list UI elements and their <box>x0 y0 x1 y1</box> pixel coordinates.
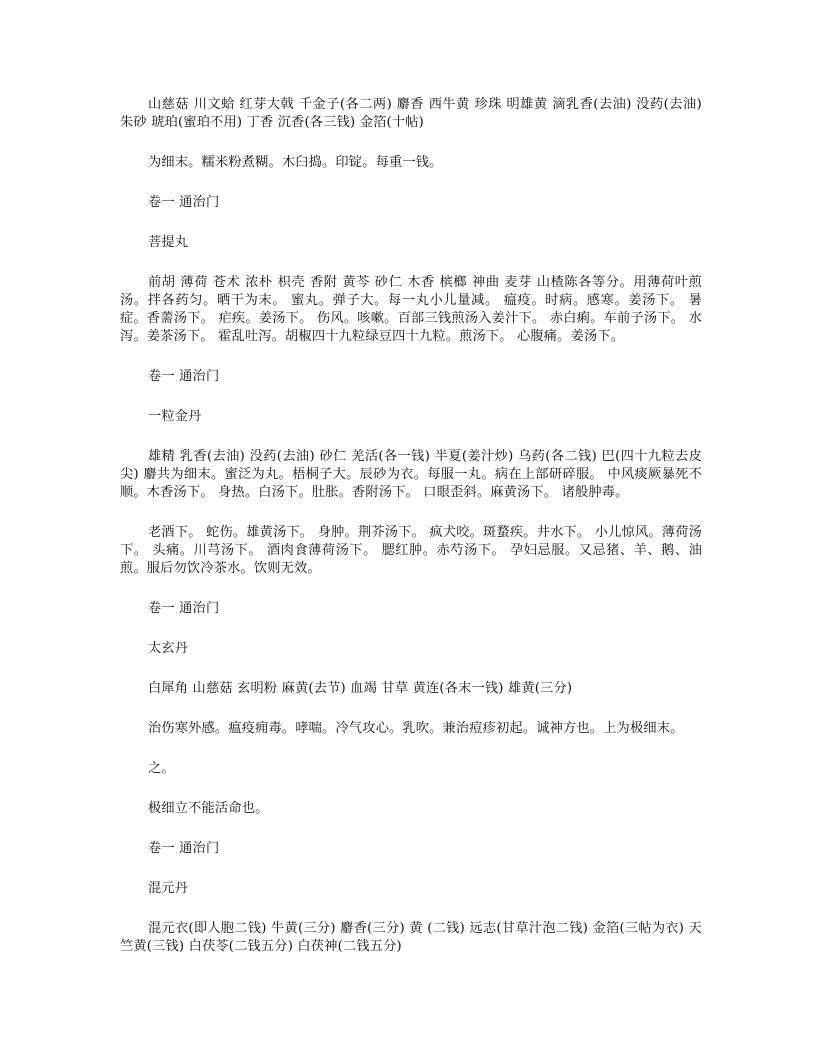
indications-paragraph: 治伤寒外感。瘟疫痈毒。哮喘。冷气攻心。乳吹。兼治痘疹初起。诚神方也。上为极细末。 <box>148 721 684 736</box>
section-heading: 卷一 通治门 <box>148 369 220 384</box>
ingredients-paragraph: 山慈菇 川文蛤 红芽大戟 千金子(各二两) 麝香 西牛黄 珍珠 明雄黄 滴乳香(去油) 没药(去油) 朱砂 琥珀(蜜珀不用) 丁香 沉香(各三钱) 金箔(十帖) <box>120 97 702 130</box>
formula-title: 混元丹 <box>148 881 189 896</box>
formula-body-paragraph: 前胡 薄荷 苍术 浓朴 枳壳 香附 黄芩 砂仁 木香 槟榔 神曲 麦芽 山楂陈各等分。用薄荷叶煎汤。拌各药匀。晒干为末。 蜜丸。弹子大。每一丸小儿量减。 瘟疫。时病。感寒。姜汤下。 暑症。香薷汤下。 疟疾。姜汤下。 伤风。咳嗽。百部三钱煎汤入姜汁下。 赤白痢。车前子汤下。 水泻。姜茶汤下。 霍乱吐泻。胡椒四十九粒绿豆四十九粒。煎汤下。 心腹痛。姜汤下。 <box>120 275 702 344</box>
ingredients-paragraph: 混元衣(即人胞二钱) 牛黄(三分) 麝香(三分) 黄 (二钱) 远志(甘草汁泡二钱) 金箔(三帖为衣) 天竺黄(三钱) 白茯苓(二钱五分) 白茯神(二钱五分) <box>120 921 702 954</box>
section-heading: 卷一 通治门 <box>148 841 220 856</box>
document-body <box>120 96 702 978</box>
text-fragment: 之。 <box>148 761 175 776</box>
formula-title: 太玄丹 <box>148 641 189 656</box>
section-heading: 卷一 通治门 <box>148 195 220 210</box>
formula-body-paragraph: 雄精 乳香(去油) 没药(去油) 砂仁 羌活(各一钱) 半夏(姜汁炒) 乌药(各二钱) 巴(四十九粒去皮尖) 麝共为细末。蜜泛为丸。梧桐子大。辰砂为衣。每服一丸。病在上部研碎服。 中风痰厥暴死不顺。木香汤下。 身热。白汤下。肚胀。香附汤下。 口眼歪斜。麻黄汤下。 诸般肿毒。 <box>120 449 702 500</box>
formula-title: 一粒金丹 <box>148 409 202 424</box>
ingredients-paragraph: 白犀角 山慈菇 玄明粉 麻黄(去节) 血竭 甘草 黄连(各末一钱) 雄黄(三分) <box>148 681 573 696</box>
formula-body-paragraph: 老酒下。 蛇伤。雄黄汤下。 身肿。荆芥汤下。 疯犬咬。斑蝥疾。井水下。 小儿惊风。薄荷汤下。 头痛。川芎汤下。 酒肉食薄荷汤下。 腮红肿。赤芍汤下。 孕妇忌服。又忌猪、羊、鹅、油煎。服后勿饮冷茶水。饮则无效。 <box>120 525 702 576</box>
section-heading: 卷一 通治门 <box>148 601 220 616</box>
formula-title: 菩提丸 <box>148 235 189 250</box>
text-fragment: 极细立不能活命也。 <box>148 801 269 816</box>
preparation-paragraph: 为细末。糯米粉煮糊。木臼捣。印锭。每重一钱。 <box>148 155 443 170</box>
